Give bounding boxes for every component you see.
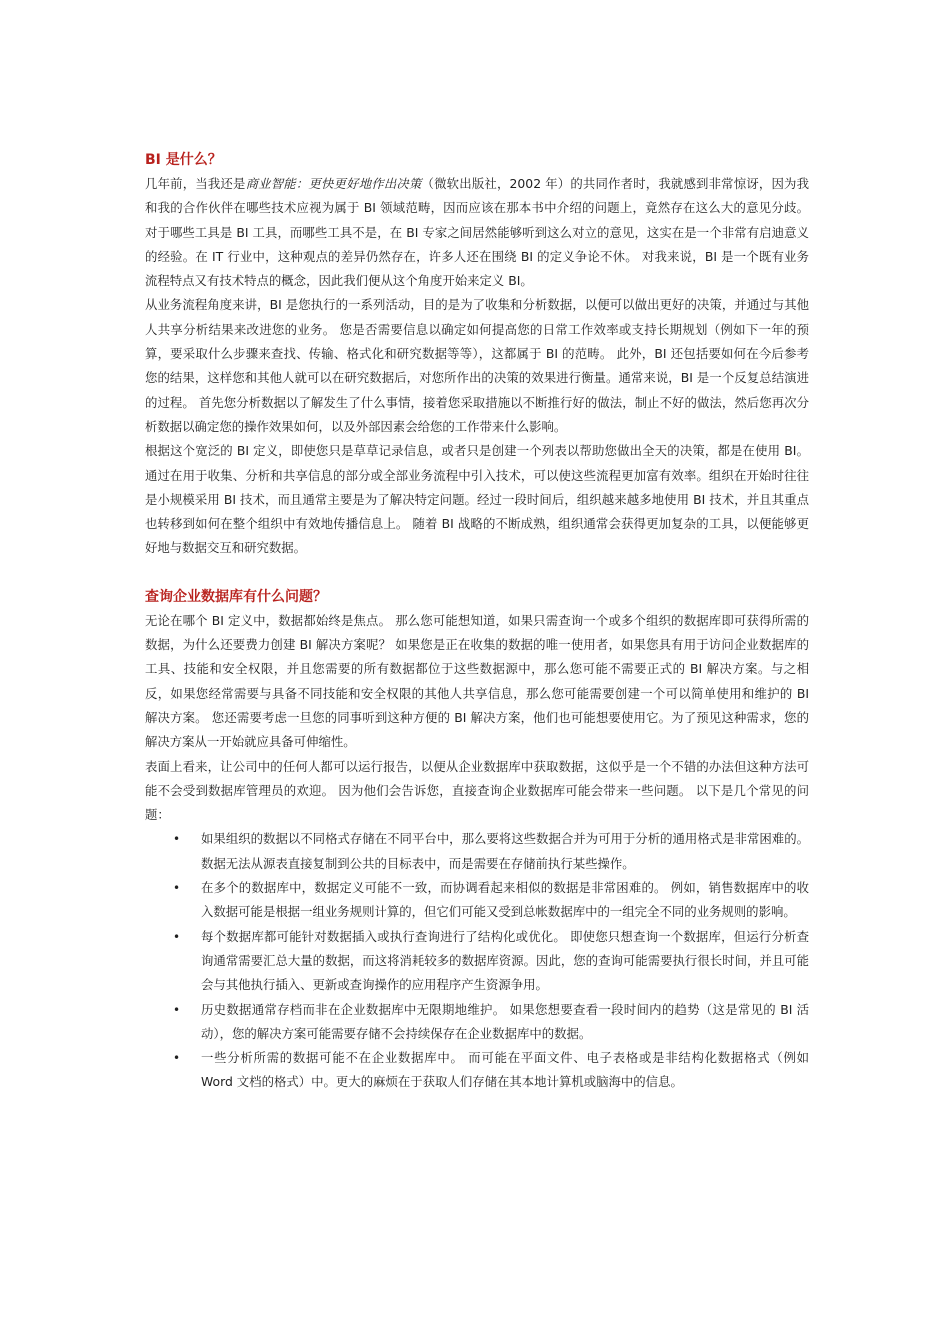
bullet-icon: • <box>173 929 181 944</box>
list-item <box>145 876 809 925</box>
paragraph: 无论在哪个 BI 定义中，数据都始终是焦点。 那么您可能想知道，如果只需查询一个或多个组织的数据库即可获得所需的数据，为什么还要费力创建 BI 解决方案呢？ 如果您是正在收集的数据的唯一使用者，如果您具有用于访问企业数据库的工具、技能和安全权限，并且您需要的所有数据都位于这些数据源中，那么您可能不需要正式的 BI 解决方案。与之相反，如果您经常需要与具备不同技能和安全权限的其他人共享信息，那么您可能需要创建一个可以简单使用和维护的 BI 解决方案。 您还需要考虑一旦您的同事听到这种方便的 BI 解决方案，他们也可能想要使用它。为了预见这种需求，您的解决方案从一开始就应具备可伸缩性。 <box>145 612 809 750</box>
paragraph <box>145 172 809 293</box>
list-item-text: 在多个的数据库中，数据定义可能不一致，而协调看起来相似的数据是非常困难的。 例如，销售数据库中的收入数据可能是根据一组业务规则计算的，但它们可能又受到总帐数据库中的一组完全不同的业务规则的影响。 <box>201 880 809 920</box>
book-title: 商业智能：更快更好地作出决策 <box>245 176 422 191</box>
list-item <box>145 998 809 1047</box>
bullet-icon: • <box>173 1051 181 1066</box>
section-title-what-is-bi: BI 是什么？ <box>145 152 222 168</box>
paragraph: 根据这个宽泛的 BI 定义，即使您只是草草记录信息，或者只是创建一个列表以帮助您做出全天的决策，都是在使用 BI。 通过在用于收集、分析和共享信息的部分或全部业务流程中引入技术，可以使这些流程更加富有效率。组织在开始时往往是小规模采用 BI 技术，而且通常主要是为了解决特定问题。经过一段时间后，组织越来越多地使用 BI 技术，并且其重点也转移到如何在整个组织中有效地传播信息上。 随着 BI 战略的不断成熟，组织通常会获得更加复杂的工具，以便能够更好地与数据交互和研究数据。 <box>145 443 809 556</box>
list-item <box>145 827 809 876</box>
section-title-query-problems: 查询企业数据库有什么问题？ <box>145 588 327 605</box>
paragraph-text: （微软出版社，2002 年）的共同作者时，我就感到非常惊讶，因为我和我的合作伙伴在哪些技术应视为属于 BI 领域范畴，因而应该在那本书中介绍的问题上，竟然存在这么大的意见分歧。 对于哪些工具是 BI 工具，而哪些工具不是，在 BI 专家之间居然能够听到这么对立的意见，这实在是一个非常有启迪意义的经验。在 IT 行业中，这种观点的差异仍然存在，许多人还在围绕 BI 的定义争论不休。 对我来说，BI 是一个既有业务流程特点又有技术特点的概念，因此我们便从这个角度开始来定义 BI。 <box>145 176 809 289</box>
section-spacer <box>145 561 809 585</box>
list-item <box>145 925 809 998</box>
list-item-text: 如果组织的数据以不同格式存储在不同平台中，那么要将这些数据合并为可用于分析的通用格式是非常困难的。 数据无法从源表直接复制到公共的目标表中，而是需要在存储前执行某些操作。 <box>201 831 809 871</box>
paragraph: 从业务流程角度来讲，BI 是您执行的一系列活动，目的是为了收集和分析数据，以便可以做出更好的决策，并通过与其他人共享分析结果来改进您的业务。 您是否需要信息以确定如何提高您的日常工作效率或支持长期规划（例如下一年的预算，要采取什么步骤来查找、传输、格式化和研究数据等等），这都属于 BI 的范畴。 此外，BI 还包括要如何在今后参考您的结果，这样您和其他人就可以在研究数据后，对您所作出的决策的效果进行衡量。通常来说，BI 是一个反复总结演进的过程。 首先您分析数据以了解发生了什么事情，接着您采取措施以不断推行好的做法，制止不好的做法，然后您再次分析数据以确定您的操作效果如何，以及外部因素会给您的工作带来什么影响。 <box>145 297 809 434</box>
list-item-text: 历史数据通常存档而非在企业数据库中无限期地维护。 如果您想要查看一段时间内的趋势（这是常见的 BI 活动），您的解决方案可能需要存储不会持续保存在企业数据库中的数据。 <box>201 1001 809 1041</box>
bullet-icon: • <box>173 1002 181 1017</box>
bullet-icon: • <box>173 881 181 896</box>
list-item-text: 一些分析所需的数据可能不在企业数据库中。 而可能在平面文件、电子表格或是非结构化数据格式（例如 Word 文档的格式）中。更大的麻烦在于获取人们存储在其本地计算机或脑海中的信息。 <box>201 1050 809 1090</box>
list-item-text: 每个数据库都可能针对数据插入或执行查询进行了结构化或优化。 即使您只想查询一个数据库，但运行分析查询通常需要汇总大量的数据，而这将消耗较多的数据库资源。因此，您的查询可能需要执行很长时间，并且可能会与其他执行插入、更新或查询操作的应用程序产生资源争用。 <box>201 928 809 993</box>
paragraph: 表面上看来，让公司中的任何人都可以运行报告，以便从企业数据库中获取数据，这似乎是一个不错的办法但这种方法可能不会受到数据库管理员的欢迎。 因为他们会告诉您，直接查询企业数据库可能会带来一些问题。 以下是几个常见的问题： <box>145 758 809 823</box>
paragraph-text: 几年前，当我还是 <box>145 176 246 191</box>
list-item <box>145 1046 809 1095</box>
problem-list <box>145 827 809 1094</box>
document-page <box>145 148 809 1095</box>
bullet-icon: • <box>173 832 181 847</box>
